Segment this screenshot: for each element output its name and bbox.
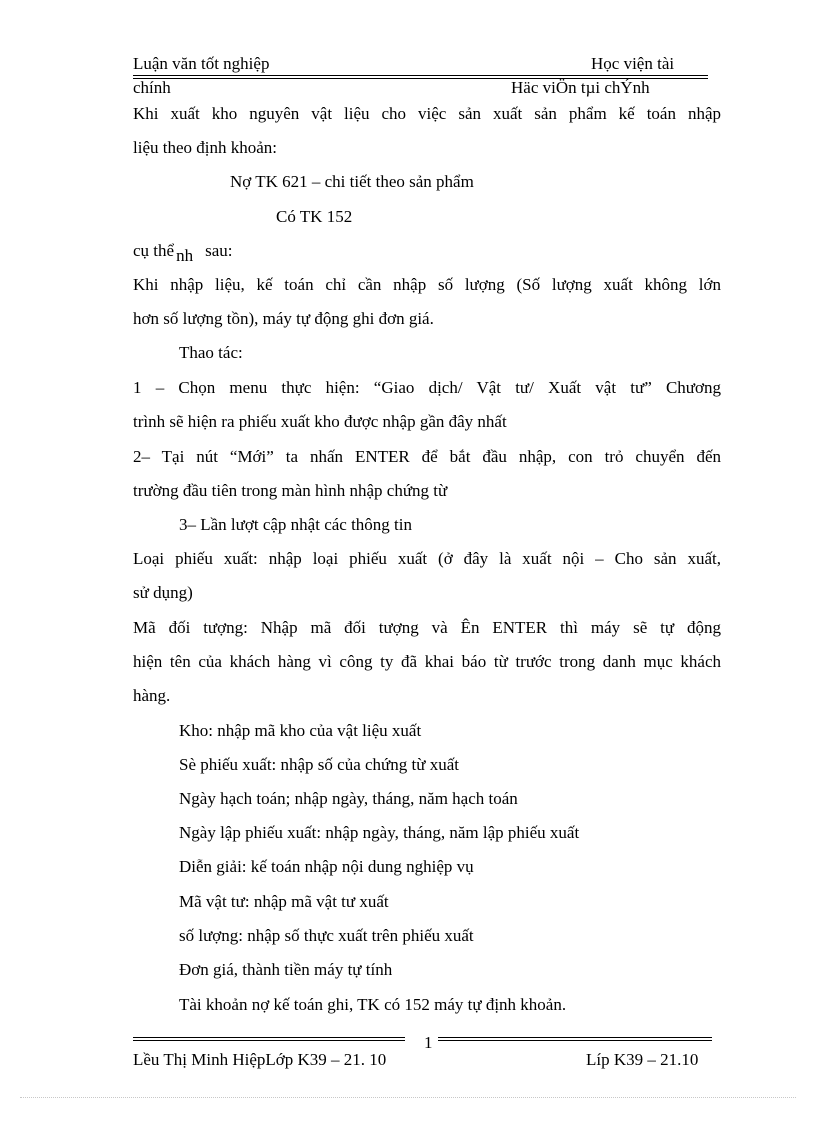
page-edge-divider [20,1097,796,1098]
header-left: Luận văn tốt nghiệp [133,54,270,73]
list-item: Đơn giá, thành tiền máy tự tính [179,960,393,979]
accounting-entry-debit: Nợ TK 621 – chi tiết theo sản phẩm [230,172,474,191]
footer-rule-left-top [133,1037,405,1038]
paragraph-line: hàng. [133,686,171,705]
text-fragment: cụ thể [133,241,175,260]
page-number: 1 [424,1033,433,1052]
paragraph-line: Loại phiếu xuất: nhập loại phiếu xuất (ở đây là xuất nội – Cho sản xuất, [133,549,721,568]
paragraph-line: hiện tên của khách hàng vì công ty đã khai báo từ trước trong danh mục khách [133,652,721,671]
text-fragment-subscript: nh [176,246,194,265]
list-item: số lượng: nhập số thực xuất trên phiếu xuất [179,926,474,945]
header-right-continued: Häc viÖn tµi chÝnh [511,78,650,97]
footer-left: Lều Thị Minh HiệpLớp K39 – 21. 10 [133,1050,387,1069]
paragraph-line: 2– Tại nút “Mới” ta nhấn ENTER để bắt đầu nhập, con trỏ chuyển đến [133,447,721,466]
list-item: Ngày lập phiếu xuất: nhập ngày, tháng, năm lập phiếu xuất [179,823,580,842]
header-right: Học viện tài [591,54,675,73]
header-left-continued: chính [133,78,171,97]
accounting-entry-credit: Có TK 152 [276,207,353,226]
footer-rule-right-bottom [438,1040,712,1041]
list-item: Tài khoản nợ kế toán ghi, TK có 152 máy tự định khoản. [179,995,567,1014]
footer-rule-right-top [438,1037,712,1038]
paragraph-line: Khi xuất kho nguyên vật liệu cho việc sản xuất sản phẩm kế toán nhập [133,104,721,123]
text-fragment: sau: [205,241,233,260]
paragraph-line: sử dụng) [133,583,193,602]
paragraph-line: Thao tác: [179,343,243,362]
paragraph-line: Mã đối tượng: Nhập mã đối tượng và Ên ENTER thì máy sẽ tự động [133,618,721,637]
paragraph-line [133,241,233,265]
paragraph-line: 3– Lần lượt cập nhật các thông tin [179,515,412,534]
list-item: Diễn giải: kế toán nhập nội dung nghiệp vụ [179,857,474,876]
paragraph-line: trường đầu tiên trong màn hình nhập chứng từ [133,481,448,500]
paragraph-line: 1 – Chọn menu thực hiện: “Giao dịch/ Vật tư/ Xuất vật tư” Chương [133,378,721,397]
paragraph-line: hơn số lượng tồn), máy tự động ghi đơn giá. [133,309,434,328]
list-item: Kho: nhập mã kho của vật liệu xuất [179,721,422,740]
list-item: Mã vật tư: nhập mã vật tư xuất [179,892,389,911]
list-item: Sè phiếu xuất: nhập số của chứng từ xuất [179,755,459,774]
header-rule-top [133,75,708,76]
paragraph-line: Khi nhập liệu, kế toán chỉ cần nhập số lượng (Số lượng xuất không lớn [133,275,721,294]
paragraph-line: liệu theo định khoản: [133,138,278,157]
footer-rule-left-bottom [133,1040,405,1041]
footer-right: Líp K39 – 21.10 [586,1050,699,1069]
list-item: Ngày hạch toán; nhập ngày, tháng, năm hạch toán [179,789,518,808]
paragraph-line: trình sẽ hiện ra phiếu xuất kho được nhập gần đây nhất [133,412,507,431]
